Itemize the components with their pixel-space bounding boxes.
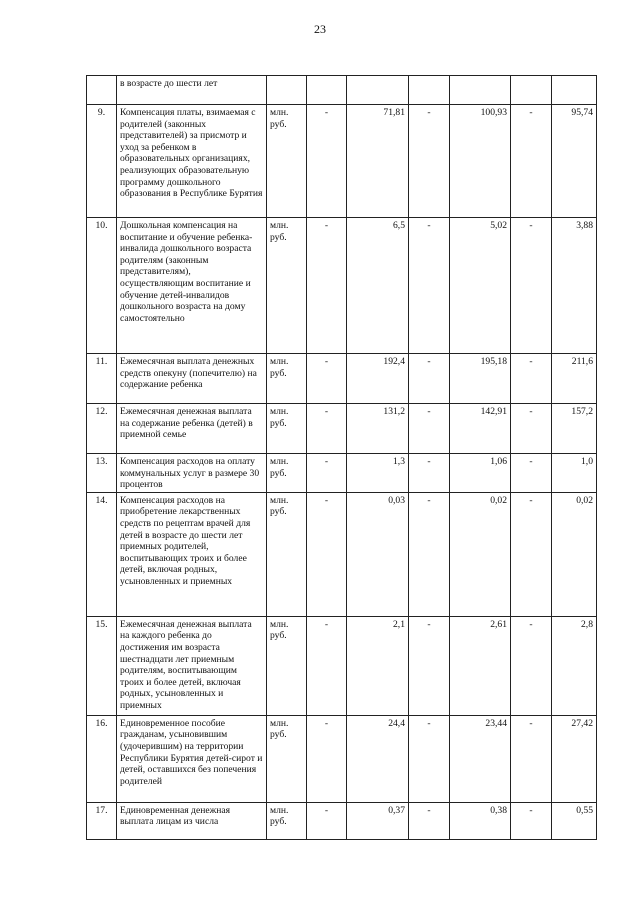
row-col-3: - [511,616,552,715]
row-col-3: - [511,454,552,493]
row-value-3: 1,0 [552,454,597,493]
row-number: 15. [87,616,117,715]
row-col-2: - [409,492,450,616]
row-col-2: - [409,218,450,354]
row-unit: млн. руб. [267,802,307,839]
row-col-2: - [409,802,450,839]
table-row [87,454,597,493]
row-value-2 [450,76,511,105]
row-number: 11. [87,354,117,404]
row-value-2: 23,44 [450,715,511,802]
row-value-3: 0,02 [552,492,597,616]
row-col-3: - [511,802,552,839]
row-col-2 [409,76,450,105]
row-col-3: - [511,354,552,404]
row-col-3: - [511,404,552,454]
row-unit [267,76,307,105]
row-value-1: 71,81 [347,105,409,218]
data-table [86,75,597,840]
row-value-1: 2,1 [347,616,409,715]
row-value-2: 100,93 [450,105,511,218]
row-unit: млн. руб. [267,715,307,802]
table-body [87,76,597,840]
row-value-3: 0,55 [552,802,597,839]
row-col-3: - [511,218,552,354]
page-number: 23 [314,22,326,36]
row-col-2: - [409,616,450,715]
row-name: Компенсация расходов на приобретение лекарственных средств по рецептам врачей для детей в возрасте до шести лет приемных родителей, воспитывающих троих и более детей, включая родных, усыновленных и приемных [117,492,267,616]
row-value-3: 3,88 [552,218,597,354]
row-col-1: - [307,404,347,454]
row-unit: млн. руб. [267,218,307,354]
row-name: Ежемесячная денежная выплата на содержание ребенка (детей) в приемной семье [117,404,267,454]
row-value-2: 0,02 [450,492,511,616]
table-row [87,802,597,839]
row-col-3 [511,76,552,105]
row-col-3: - [511,105,552,218]
row-value-3: 27,42 [552,715,597,802]
table-row [87,105,597,218]
row-col-1: - [307,218,347,354]
row-number: 10. [87,218,117,354]
row-name: Дошкольная компенсация на воспитание и обучение ребенка-инвалида дошкольного возраста родителям (законным представителям), осуществляющим воспитание и обучение детей-инвалидов дошкольного возраста на дому самостоятельно [117,218,267,354]
row-number: 9. [87,105,117,218]
row-name: Ежемесячная денежная выплата на каждого ребенка до достижения им возраста шестнадцати лет приемным родителям, воспитывающим троих и более детей, включая родных, усыновленных и приемных [117,616,267,715]
row-value-3: 157,2 [552,404,597,454]
row-number: 17. [87,802,117,839]
row-number: 13. [87,454,117,493]
row-col-1: - [307,802,347,839]
row-name: в возрасте до шести лет [117,76,267,105]
row-value-3: 2,8 [552,616,597,715]
row-value-1: 131,2 [347,404,409,454]
row-unit: млн. руб. [267,404,307,454]
row-col-1 [307,76,347,105]
row-unit: млн. руб. [267,492,307,616]
row-col-1: - [307,616,347,715]
row-col-1: - [307,492,347,616]
row-unit: млн. руб. [267,454,307,493]
row-unit: млн. руб. [267,354,307,404]
row-value-3: 211,6 [552,354,597,404]
table-row [87,76,597,105]
row-value-3: 95,74 [552,105,597,218]
row-col-1: - [307,454,347,493]
row-col-2: - [409,105,450,218]
row-value-1: 6,5 [347,218,409,354]
row-value-1: 192,4 [347,354,409,404]
row-col-3: - [511,715,552,802]
row-col-2: - [409,404,450,454]
row-value-2: 5,02 [450,218,511,354]
row-value-2: 2,61 [450,616,511,715]
row-value-1: 0,37 [347,802,409,839]
table-row [87,715,597,802]
row-name: Компенсация расходов на оплату коммунальных услуг в размере 30 процентов [117,454,267,493]
table-row [87,404,597,454]
row-name: Единовременная денежная выплата лицам из числа [117,802,267,839]
row-col-1: - [307,105,347,218]
row-value-2: 1,06 [450,454,511,493]
row-col-2: - [409,454,450,493]
row-number: 12. [87,404,117,454]
row-col-1: - [307,354,347,404]
table-row [87,354,597,404]
row-unit: млн. руб. [267,616,307,715]
row-value-2: 0,38 [450,802,511,839]
row-col-1: - [307,715,347,802]
row-col-2: - [409,715,450,802]
row-name: Единовременное пособие гражданам, усыновившим (удочерившим) на территории Республики Бурятия детей-сирот и детей, оставшихся без попечения родителей [117,715,267,802]
row-number: 16. [87,715,117,802]
table-row [87,492,597,616]
row-value-2: 142,91 [450,404,511,454]
row-value-2: 195,18 [450,354,511,404]
row-number: 14. [87,492,117,616]
row-unit: млн. руб. [267,105,307,218]
row-name: Ежемесячная выплата денежных средств опекуну (попечителю) на содержание ребенка [117,354,267,404]
row-col-2: - [409,354,450,404]
row-number [87,76,117,105]
table-row [87,616,597,715]
table-row [87,218,597,354]
row-col-3: - [511,492,552,616]
row-value-1 [347,76,409,105]
row-value-1: 1,3 [347,454,409,493]
row-value-1: 0,03 [347,492,409,616]
row-name: Компенсация платы, взимаемая с родителей (законных представителей) за присмотр и уход за ребенком в образовательных организациях, реализующих образовательную программу дошкольного образования в Республике Бурятия [117,105,267,218]
row-value-3 [552,76,597,105]
row-value-1: 24,4 [347,715,409,802]
